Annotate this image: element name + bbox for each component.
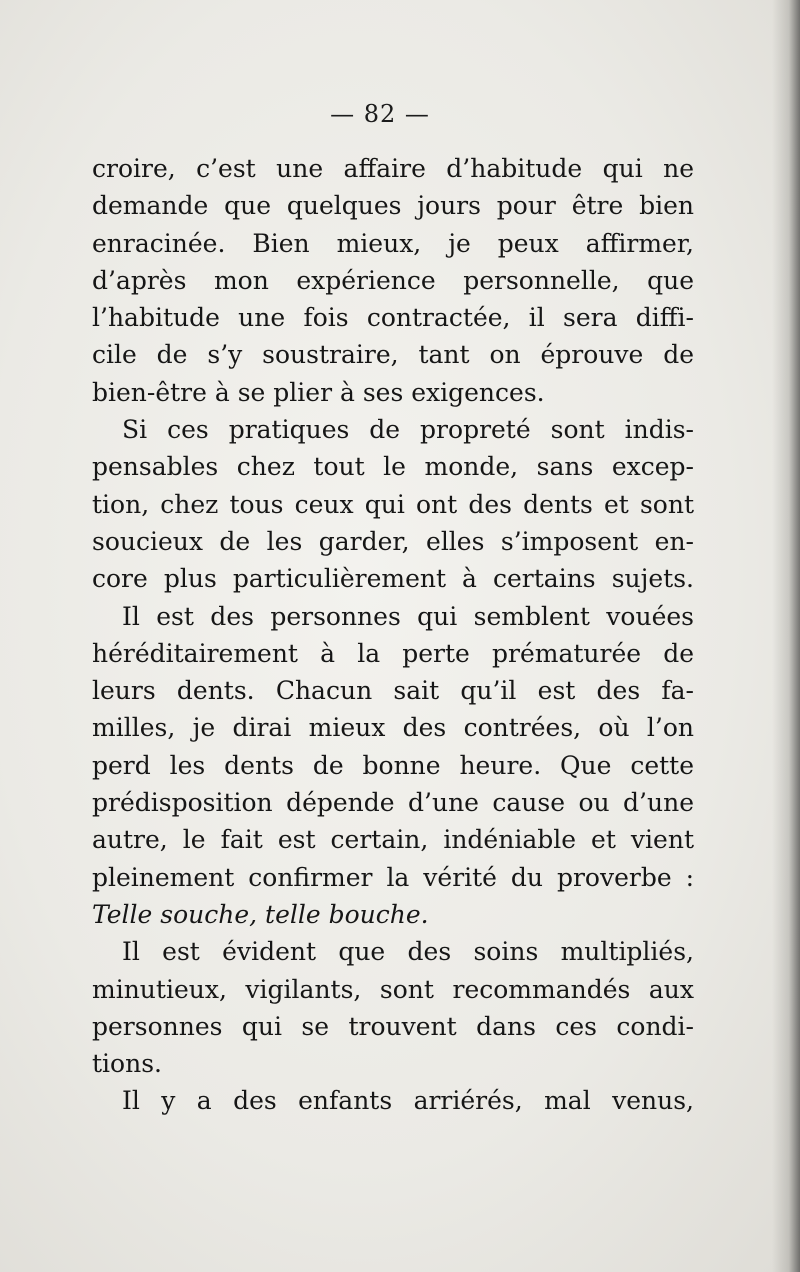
text-line: tion, chez tous ceux qui ont des dents et sont xyxy=(92,489,694,519)
text-line: milles, je dirai mieux des contrées, où l’on xyxy=(92,713,694,743)
text-line: l’habitude une fois contractée, il sera diffi- xyxy=(92,303,694,333)
text-line: enracinée. Bien mieux, je peux affirmer, xyxy=(92,228,694,258)
text-line: leurs dents. Chacun sait qu’il est des fa- xyxy=(92,676,694,706)
text-line: perd les dents de bonne heure. Que cette xyxy=(92,750,694,780)
text-line: demande que quelques jours pour être bien xyxy=(92,191,694,221)
text-line: pleinement confirmer la vérité du proverbe : xyxy=(92,862,694,892)
text-line: core plus particulièrement à certains sujets. xyxy=(92,564,694,594)
text-line: pensables chez tout le monde, sans excep- xyxy=(92,452,694,482)
text-line: minutieux, vigilants, sont recommandés aux xyxy=(92,974,694,1004)
text-line: Il y a des enfants arriérés, mal venus, xyxy=(122,1086,694,1116)
text-line: personnes qui se trouvent dans ces condi- xyxy=(92,1011,694,1041)
text-line: croire, c’est une affaire d’habitude qui ne xyxy=(92,154,694,183)
text-line: Il est des personnes qui semblent vouées xyxy=(122,601,694,631)
text-line: prédisposition dépende d’une cause ou d’une xyxy=(92,788,694,818)
body-text xyxy=(92,150,694,1120)
proverb-line: Telle souche, telle bouche. xyxy=(92,899,429,929)
text-line: Si ces pratiques de propreté sont indis- xyxy=(122,415,694,445)
page-number: — 82 — xyxy=(330,100,430,128)
text-line: autre, le fait est certain, indéniable et vient xyxy=(92,825,694,855)
text-line: cile de s’y soustraire, tant on éprouve de xyxy=(92,340,694,370)
text-line: tions. xyxy=(92,1049,162,1079)
text-line: soucieux de les garder, elles s’imposent en- xyxy=(92,526,694,556)
text-line: bien-être à se plier à ses exigences. xyxy=(92,377,545,407)
text-line: d’après mon expérience personnelle, que xyxy=(92,265,694,295)
text-line: Il est évident que des soins multipliés, xyxy=(122,937,694,967)
text-line: héréditairement à la perte prématurée de xyxy=(92,638,694,668)
page-edge-shadow xyxy=(772,0,800,1272)
